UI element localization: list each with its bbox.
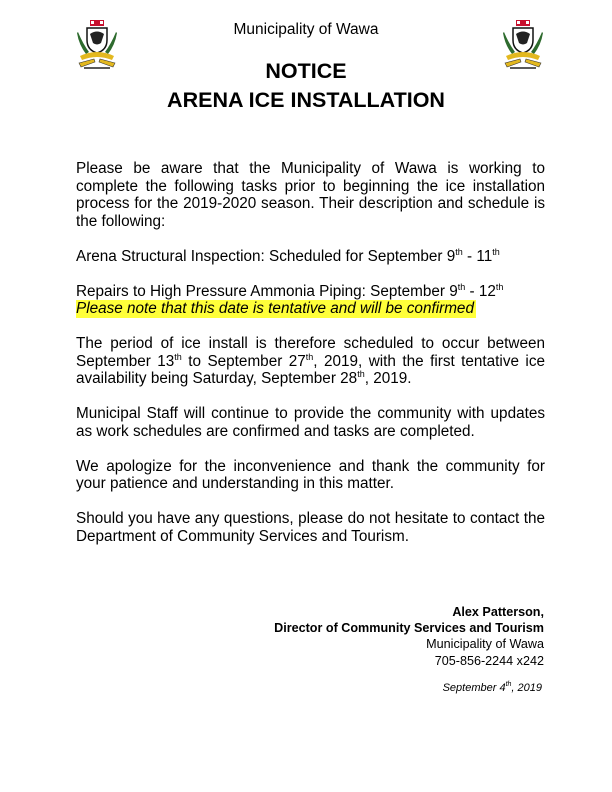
notice-label: NOTICE — [265, 59, 347, 83]
notice-subject: ARENA ICE INSTALLATION — [167, 88, 445, 112]
inspection-schedule: Arena Structural Inspection: Scheduled for September 9th - 11th — [76, 246, 500, 265]
updates-paragraph: Municipal Staff will continue to provide the community with updates as work schedules are confirmed and tasks are completed. — [76, 405, 545, 440]
signatory-name: Alex Patterson, — [452, 605, 544, 619]
notice-body — [76, 160, 545, 563]
repairs-schedule: Repairs to High Pressure Ammonia Piping: September 9th - 12th Please note that this date is tentative and will be confirmed — [76, 281, 504, 317]
install-period-paragraph: The period of ice install is therefore scheduled to occur between September 13th to September 27th, 2019, with the first tentative ice availability being Saturday, September 28th, 2019. — [76, 335, 545, 387]
intro-paragraph: Please be aware that the Municipality of Wawa is working to complete the following tasks prior to beginning the ice installation process for the 2019-2020 season. Their description and schedule is the following: — [76, 160, 545, 230]
notice-title — [0, 57, 612, 115]
apology-paragraph: We apologize for the inconvenience and thank the community for your patience and understanding in this matter. — [76, 457, 545, 492]
contact-paragraph: Should you have any questions, please do not hesitate to contact the Department of Community Services and Tourism. — [76, 510, 545, 545]
tentative-note: Please note that this date is tentative and will be confirmed — [76, 300, 474, 317]
signatory-organization: Municipality of Wawa — [426, 637, 544, 652]
signatory-position: Director of Community Services and Tourism — [274, 621, 544, 636]
signature-block — [274, 604, 544, 669]
notice-date: September 4th, 2019 — [442, 681, 542, 694]
signatory-phone: 705-856-2244 x242 — [434, 653, 544, 668]
municipality-header: Municipality of Wawa — [233, 21, 379, 38]
